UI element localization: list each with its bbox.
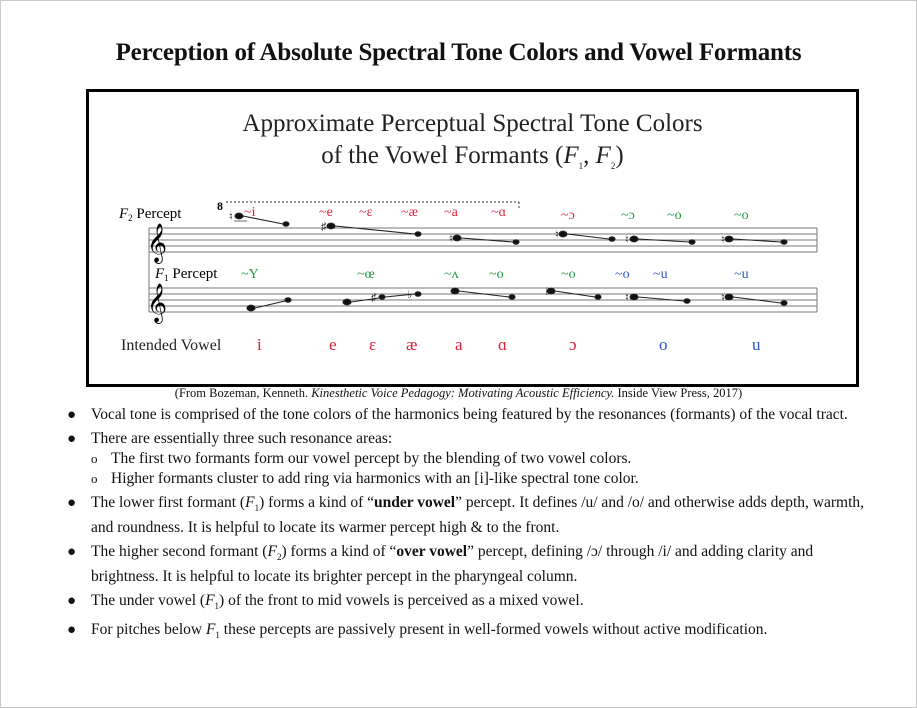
- f2-percept-o-1: ~o: [667, 208, 682, 223]
- f1-percept-o-2: ~o: [561, 267, 576, 282]
- intended-vowel-row: [257, 335, 761, 354]
- bullet-6-f: F: [205, 621, 216, 639]
- treble-clef-lower-icon: 𝄞: [147, 285, 168, 322]
- sub-bullet-2: o Higher formants cluster to add ring via harmonics with an [i]-like spectral tone color.: [91, 470, 639, 487]
- caption-book-title: Kinesthetic Voice Pedagogy: Motivating Acoustic Efficiency.: [311, 386, 615, 400]
- svg-text:♮: ♮: [555, 229, 559, 241]
- sub-bullet-1: o The first two formants form our vowel percept by the blending of two vowel colors.: [91, 450, 632, 467]
- svg-text:♮: ♮: [721, 292, 725, 304]
- f2-percept-row: [244, 205, 749, 223]
- svg-text:♮: ♮: [449, 233, 453, 245]
- bullet-6-pre: For pitches below: [91, 621, 206, 639]
- bullet-3-bold: under vowel: [374, 494, 456, 511]
- f2-percept-e: ~e: [319, 205, 333, 220]
- f1-percept-y: ~Y: [241, 267, 259, 282]
- svg-text:♮: ♮: [721, 234, 725, 246]
- bullet-1: ● Vocal tone is comprised of the tone colors of the harmonics being featured by the resonances (formants) of the vocal tract.: [67, 406, 848, 423]
- bullet-6: ● For pitches below $F_1$ these percepts are passively present in well-formed vowels without active modification.: [67, 621, 768, 641]
- bullet-3-mid: ) forms a kind of “: [259, 494, 374, 511]
- bullet-4: ● The higher second formant $(F_2)$ forms a kind of “over vowel” percept, defining /ɔ/ through /i/ and adding clarity and brightness. It is helpful to locate its brighter percept in the pharyngeal column.: [67, 543, 814, 586]
- svg-text:♯: ♯: [371, 292, 377, 304]
- f2-percept-open-e: ~ɛ: [359, 205, 373, 220]
- bullet-2-text: There are essentially three such resonance areas:: [91, 430, 393, 447]
- bullet-5-pre: The under vowel (: [91, 592, 206, 610]
- f2-percept-i: ~i: [244, 205, 256, 220]
- bullet-5-f: F: [205, 592, 215, 610]
- f2-percept-script-a: ~ɑ: [491, 205, 506, 220]
- figure-title-mid: ,: [583, 142, 596, 169]
- bullet-3-pre: The lower first formant (: [91, 494, 246, 511]
- bullet-6-post: these percepts are passively present in well-formed vowels without active modification.: [219, 621, 768, 639]
- f2-percept-open-o-2: ~ɔ: [621, 208, 635, 223]
- octave-mark: 8: [217, 199, 223, 213]
- bullet-1-text: Vocal tone is comprised of the tone colors of the harmonics being featured by the resonances (formants) of the vocal tract.: [91, 406, 848, 423]
- svg-text:♯: ♯: [321, 221, 327, 233]
- f1-percept-label: $F_1$ Percept: [155, 266, 218, 283]
- bullet-4-bold: over vowel: [396, 543, 468, 561]
- f1-percept-wedge: ~ʌ: [444, 267, 459, 282]
- vowel-open-e: ɛ: [369, 335, 377, 354]
- f2-percept-ae: ~æ: [401, 205, 418, 220]
- bullet-3: ● The lower first formant $(F_1)$ forms a kind of “under vowel” percept. It defines /u/ and /o/ and otherwise adds depth, warmth, and roundness. It is helpful to locate its warmer percept high & to the front.: [67, 494, 865, 537]
- figure-title-line1: Approximate Perceptual Spectral Tone Colors: [242, 110, 703, 137]
- sub-bullet-1-text: The first two formants form our vowel percept by the blending of two vowel colors.: [111, 450, 632, 467]
- f1-percept-u-1: ~u: [653, 267, 668, 282]
- f1-percept-u-2: ~u: [734, 267, 749, 282]
- vowel-o: o: [659, 335, 668, 354]
- figure-caption: [1, 386, 916, 401]
- svg-text:♮: ♮: [229, 211, 233, 223]
- bullet-4-post: ” percept, defining /ɔ/ through /i/ and adding clarity and brightness. It is helpful to locate its brighter percept in the pharyngeal column.: [91, 543, 814, 586]
- bullet-4-pre: The higher second formant (: [91, 543, 268, 561]
- figure-title-line2: of the Vowel Formants ($F_1$, $F_2$): [321, 142, 624, 171]
- f1-percept-o-1: ~o: [489, 267, 504, 282]
- f1-percept-row: [241, 267, 749, 282]
- figure-frame: [86, 89, 859, 387]
- bullet-5: ● The under vowel $(F_1)$ of the front to mid vowels is perceived as a mixed vowel.: [67, 592, 584, 612]
- vowel-u: u: [752, 335, 761, 354]
- figure-title-pre: of the Vowel Formants (: [321, 142, 564, 169]
- bullet-3-f: F: [245, 494, 255, 511]
- bullet-5-post: ) of the front to mid vowels is perceived as a mixed vowel.: [219, 592, 584, 610]
- vowel-script-a: ɑ: [498, 335, 507, 354]
- bullet-list: [63, 405, 883, 649]
- bullet-3-post: ” percept. It defines /u/ and /o/ and otherwise adds depth, warmth, and roundness. It is helpful to locate its warmer percept high & to the front.: [91, 494, 865, 537]
- vowel-a: a: [455, 335, 463, 354]
- f1-percept-o-3: ~o: [615, 267, 630, 282]
- f2-percept-label: $F_2$ Percept: [119, 206, 182, 223]
- f1-percept-oe: ~œ: [357, 267, 375, 282]
- bullet-4-f: F: [267, 543, 277, 561]
- bullet-4-mid: ) forms a kind of “: [281, 543, 397, 561]
- caption-post: Inside View Press, 2017): [614, 386, 743, 400]
- treble-clef-upper-icon: 𝄞: [147, 225, 168, 262]
- bullet-2: ● There are essentially three such resonance areas: o The first two formants form our vowel percept by the blending of two vowel colors. o Higher formants cluster to add ring via harmonics with an [i]-like spectral tone color.: [63, 429, 883, 489]
- f2-percept-a: ~a: [444, 205, 458, 220]
- svg-text:♭: ♭: [545, 286, 551, 298]
- intended-vowel-label: Intended Vowel: [121, 337, 222, 354]
- svg-text:♭: ♭: [407, 289, 413, 301]
- vowel-e: e: [329, 335, 337, 354]
- vowel-i: i: [257, 335, 262, 354]
- figure-title-post: ): [615, 142, 624, 169]
- caption-pre: (From Bozeman, Kenneth.: [174, 386, 312, 400]
- figure-title-f2: F: [595, 142, 611, 169]
- notation-diagram: [89, 92, 856, 384]
- sub-bullet-2-text: Higher formants cluster to add ring via harmonics with an [i]-like spectral tone color.: [111, 470, 639, 487]
- f2-percept-open-o-1: ~ɔ: [561, 208, 575, 223]
- lower-accidentals: [371, 286, 725, 304]
- slide-title: Perception of Absolute Spectral Tone Colors and Vowel Formants: [115, 39, 802, 66]
- f2-percept-o-2: ~o: [734, 208, 749, 223]
- figure-title-f1: F: [563, 142, 579, 169]
- vowel-ae: æ: [406, 335, 418, 354]
- svg-text:♮: ♮: [625, 234, 629, 246]
- vowel-open-o: ɔ: [569, 335, 577, 354]
- svg-text:♮: ♮: [625, 292, 629, 304]
